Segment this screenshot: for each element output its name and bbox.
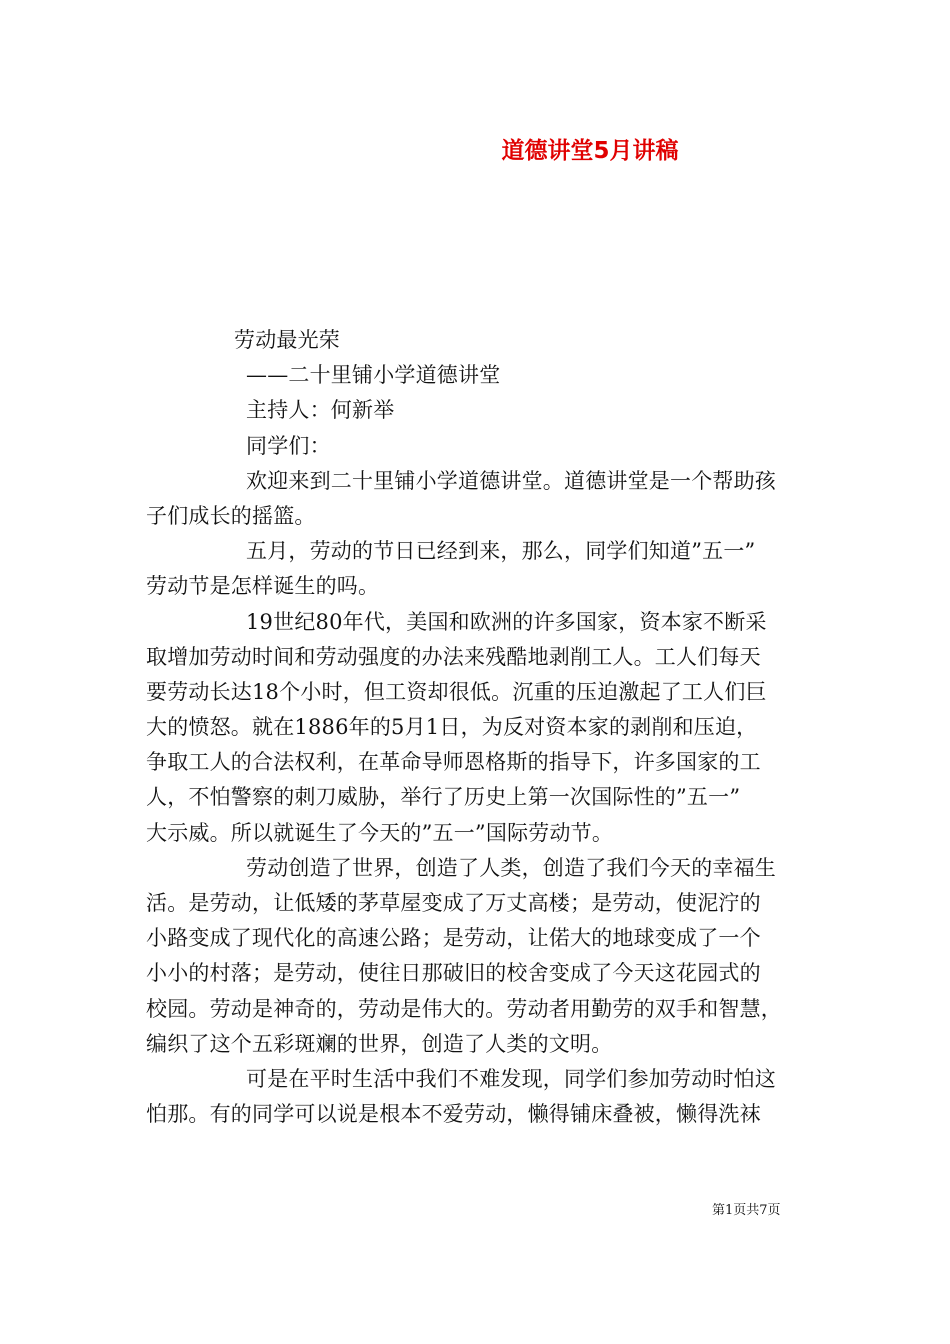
greeting-line: 同学们： xyxy=(246,433,331,458)
page-number: 第1页共7页 xyxy=(712,1203,781,1218)
paragraph-line: 劳动创造了世界，创造了人类，创造了我们今天的幸福生 xyxy=(246,855,776,880)
paragraph-line: 五月，劳动的节日已经到来，那么，同学们知道”五一” xyxy=(246,539,756,564)
paragraph-line: 19世纪80年代，美国和欧洲的许多国家，资本家不断采 xyxy=(246,609,767,634)
paragraph-line: 校园。劳动是神奇的，劳动是伟大的。劳动者用勤劳的双手和智慧， xyxy=(146,996,782,1021)
paragraph-line: 大示威。所以就诞生了今天的”五一”国际劳动节。 xyxy=(146,820,614,845)
paragraph-line: 活。是劳动，让低矮的茅草屋变成了万丈高楼；是劳动，使泥泞的 xyxy=(146,891,761,915)
paragraph-line: 欢迎来到二十里铺小学道德讲堂。道德讲堂是一个帮助孩 xyxy=(246,468,776,493)
document-title: 道德讲堂5月讲稿 xyxy=(501,138,679,164)
paragraph-line: 要劳动长达18个小时，但工资却很低。沉重的压迫激起了工人们巨 xyxy=(146,679,767,704)
paragraph-line: 取增加劳动时间和劳动强度的办法来残酷地剥削工人。工人们每天 xyxy=(146,644,761,669)
paragraph-line: 人，不怕警察的刺刀威胁，举行了历史上第一次国际性的”五一” xyxy=(146,785,741,810)
document-body xyxy=(146,323,811,1132)
paragraph-line: 可是在平时生活中我们不难发现，同学们参加劳动时怕这 xyxy=(246,1066,776,1091)
paragraph-line: 劳动节是怎样诞生的吗。 xyxy=(146,574,380,599)
paragraph-line: 编织了这个五彩斑斓的世界，创造了人类的文明。 xyxy=(146,1031,613,1056)
host-line: 主持人：何新举 xyxy=(246,398,395,423)
paragraph-line: 大的愤怒。就在1886年的5月1日，为反对资本家的剥削和压迫， xyxy=(146,715,758,740)
paragraph-line: 小路变成了现代化的高速公路；是劳动，让偌大的地球变成了一个 xyxy=(146,926,761,951)
paragraph-line: 小小的村落；是劳动，使往日那破旧的校舍变成了今天这花园式的 xyxy=(146,961,761,986)
paragraph-line: 子们成长的摇篮。 xyxy=(146,503,316,528)
paragraph-line: 争取工人的合法权利，在革命导师恩格斯的指导下，许多国家的工 xyxy=(146,750,761,775)
speech-heading: 劳动最光荣 xyxy=(234,328,340,352)
paragraph-line: 怕那。有的同学可以说是根本不爱劳动，懒得铺床叠被，懒得洗袜 xyxy=(146,1102,761,1127)
speech-subheading: ——二十里铺小学道德讲堂 xyxy=(246,363,501,388)
